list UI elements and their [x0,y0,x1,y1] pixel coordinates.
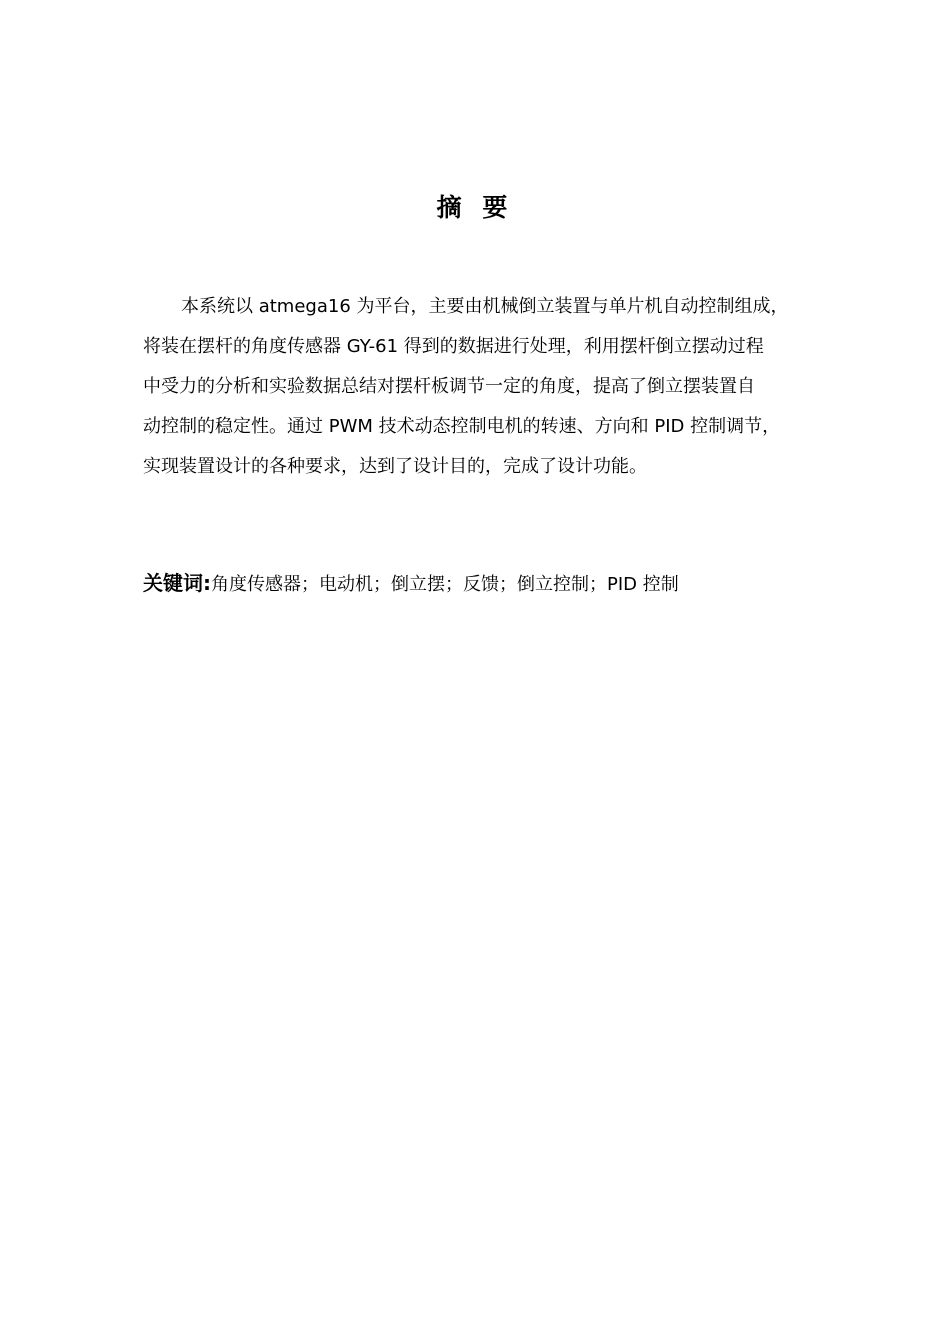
abstract-line: 中受力的分析和实验数据总结对摆杆板调节一定的角度，提高了倒立摆装置自 [143,376,755,397]
abstract-line: 实现装置设计的各种要求，达到了设计目的，完成了设计功能。 [143,456,647,477]
abstract-line: 动控制的稳定性。通过 PWM 技术动态控制电机的转速、方向和 PID 控制调节， [143,416,781,437]
abstract-paragraph [143,287,823,487]
page-title: 摘 要 [436,193,514,222]
keywords-label: 关键词: [143,571,211,595]
abstract-line: 将装在摆杆的角度传感器 GY-61 得到的数据进行处理，利用摆杆倒立摆动过程 [143,336,764,357]
keywords-text: 角度传感器；电动机；倒立摆；反馈；倒立控制；PID 控制 [211,574,679,595]
keywords-section [143,563,823,605]
abstract-line: 本系统以 atmega16 为平台，主要由机械倒立装置与单片机自动控制组成， [181,296,789,317]
